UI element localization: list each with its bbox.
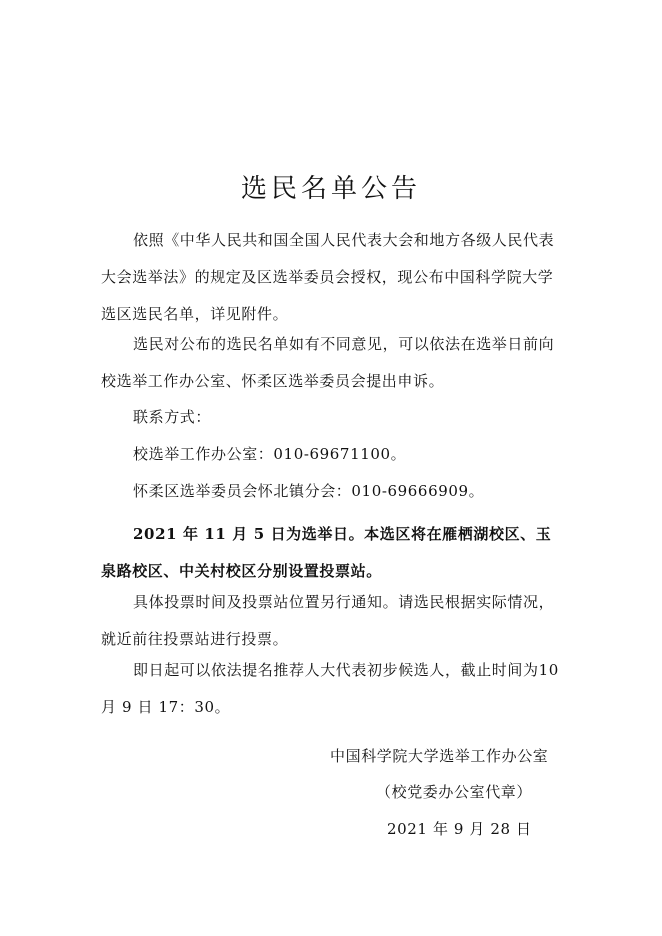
- paragraph-appeal: 选民对公布的选民名单如有不同意见，可以依法在选举日前向校选举工作办公室、怀柔区选举委员会提出申诉。: [101, 335, 555, 390]
- paragraph-election-day: 2021 年 11 月 5 日为选举日。本选区将在雁栖湖校区、玉泉路校区、中关村校区分别设置投票站。: [101, 525, 552, 580]
- paragraph-voting-notice: 具体投票时间及投票站位置另行通知。请选民根据实际情况，就近前往投票站进行投票。: [101, 593, 555, 648]
- paragraph-legal-basis: 依照《中华人民共和国全国人民代表大会和地方各级人民代表大会选举法》的规定及区选举委员会授权，现公布中国科学院大学选区选民名单，详见附件。: [101, 231, 555, 323]
- signature-organization: 中国科学院大学选举工作办公室: [330, 747, 549, 765]
- signature-seal-note: （校党委办公室代章）: [376, 783, 533, 801]
- contact-heading: 联系方式：: [133, 408, 212, 426]
- paragraph-nomination: 即日起可以依法提名推荐人大代表初步候选人，截止时间为10 月 9 日 17：30。: [101, 661, 559, 716]
- page-title: 选民名单公告: [240, 174, 421, 204]
- contact-office-phone: 校选举工作办公室：010-69671100。: [133, 445, 407, 463]
- signature-date: 2021 年 9 月 28 日: [387, 820, 532, 838]
- contact-branch-phone: 怀柔区选举委员会怀北镇分会：010-69666909。: [133, 482, 485, 500]
